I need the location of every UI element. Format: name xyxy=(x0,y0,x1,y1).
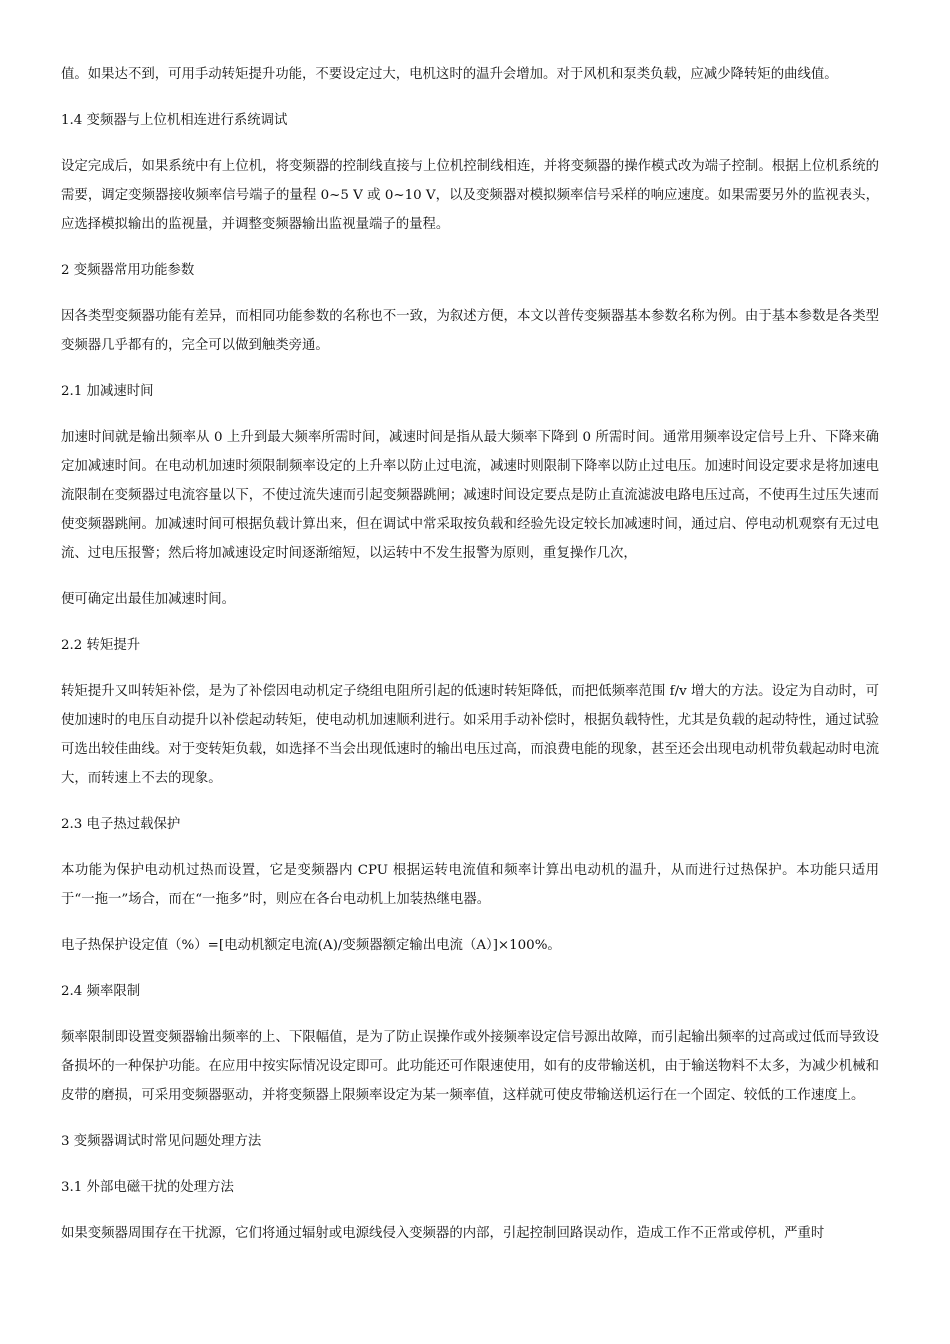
document-page xyxy=(61,60,879,1265)
section-heading-2-1: 2.1 加减速时间 xyxy=(61,384,154,399)
paragraph-frequency-limit: 频率限制即设置变频器输出频率的上、下限幅值，是为了防止误操作或外接频率设定信号源出故障，而引起输出频率的过高或过低而导致设备损坏的一种保护功能。在应用中按实际情况设定即可。此功能还可作限速使用，如有的皮带输送机，由于输送物料不太多，为减少机械和皮带的磨损，可采用变频器驱动，并将变频器上限频率设定为某一频率值，这样就可使皮带输送机运行在一个固定、较低的工作速度上。 xyxy=(61,1030,879,1103)
section-heading-3-1: 3.1 外部电磁干扰的处理方法 xyxy=(61,1180,234,1195)
paragraph-torque-boost: 转矩提升又叫转矩补偿，是为了补偿因电动机定子绕组电阻所引起的低速时转矩降低，而把低频率范围 f/v 增大的方法。设定为自动时，可使加速时的电压自动提升以补偿起动转矩，使电动机加速顺利进行。如采用手动补偿时，根据负载特性，尤其是负载的起动特性，通过试验可选出较佳曲线。对于变转矩负载，如选择不当会出现低速时的输出电压过高，而浪费电能的现象，甚至还会出现电动机带负载起动时电流大，而转速上不去的现象。 xyxy=(61,684,879,786)
paragraph-continuation: 值。如果达不到，可用手动转矩提升功能，不要设定过大，电机这时的温升会增加。对于风机和泵类负载，应减少降转矩的曲线值。 xyxy=(61,67,838,82)
section-heading-2-3: 2.3 电子热过载保护 xyxy=(61,817,181,832)
section-heading-1-4: 1.4 变频器与上位机相连进行系统调试 xyxy=(61,113,288,128)
section-heading-2-2: 2.2 转矩提升 xyxy=(61,638,141,653)
section-heading-3: 3 变频器调试时常见问题处理方法 xyxy=(61,1134,262,1149)
paragraph-system-debug: 设定完成后，如果系统中有上位机，将变频器的控制线直接与上位机控制线相连，并将变频器的操作模式改为端子控制。根据上位机系统的需要，调定变频器接收频率信号端子的量程 0~5 V 或 0~10 V，以及变频器对模拟频率信号采样的响应速度。如果需要另外的监视表头，应选择模拟输出的监视量，并调整变频器输出监视量端子的量程。 xyxy=(61,159,879,232)
paragraph-thermal-formula: 电子热保护设定值（%）=[电动机额定电流(A)/变频器额定输出电流（A）]×100%。 xyxy=(61,938,561,953)
paragraph-accel-decel-end: 便可确定出最佳加减速时间。 xyxy=(61,592,236,607)
paragraph-accel-decel: 加速时间就是输出频率从 0 上升到最大频率所需时间，减速时间是指从最大频率下降到 0 所需时间。通常用频率设定信号上升、下降来确定加减速时间。在电动机加速时须限制频率设定的上升率以防止过电流，减速时则限制下降率以防止过电压。加速时间设定要求是将加速电流限制在变频器过电流容量以下，不使过流失速而引起变频器跳闸；减速时间设定要点是防止直流滤波电路电压过高，不使再生过压失速而使变频器跳闸。加减速时间可根据负载计算出来，但在调试中常采取按负载和经验先设定较长加减速时间，通过启、停电动机观察有无过电流、过电压报警；然后将加减速设定时间逐渐缩短，以运转中不发生报警为原则，重复操作几次， xyxy=(61,430,879,561)
section-heading-2-4: 2.4 频率限制 xyxy=(61,984,141,999)
paragraph-common-params: 因各类型变频器功能有差异，而相同功能参数的名称也不一致，为叙述方便，本文以普传变频器基本参数名称为例。由于基本参数是各类型变频器几乎都有的，完全可以做到触类旁通。 xyxy=(61,309,879,353)
paragraph-thermal-protection: 本功能为保护电动机过热而设置，它是变频器内 CPU 根据运转电流值和频率计算出电动机的温升，从而进行过热保护。本功能只适用于“一拖一”场合，而在“一拖多”时，则应在各台电动机上加装热继电器。 xyxy=(61,863,879,907)
section-heading-2: 2 变频器常用功能参数 xyxy=(61,263,195,278)
paragraph-emi-handling: 如果变频器周围存在干扰源，它们将通过辐射或电源线侵入变频器的内部，引起控制回路误动作，造成工作不正常或停机，严重时 xyxy=(61,1226,825,1241)
